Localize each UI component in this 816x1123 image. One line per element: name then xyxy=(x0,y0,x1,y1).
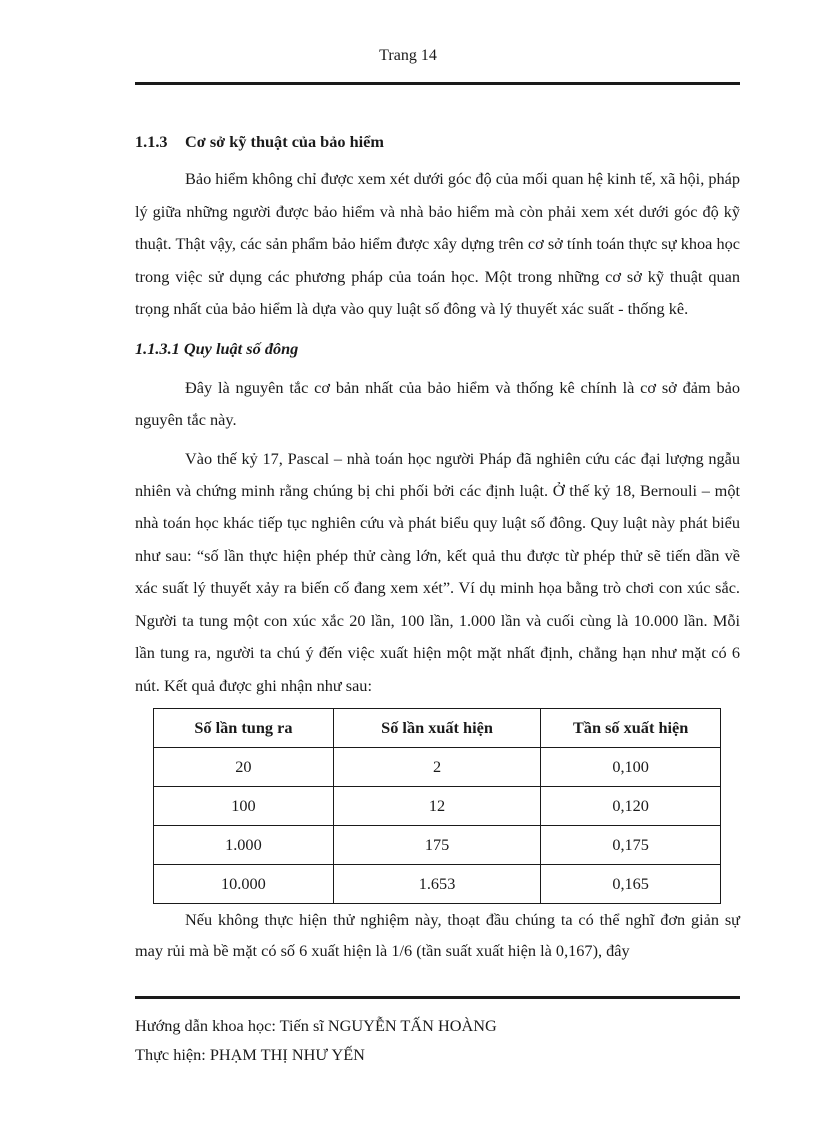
table-header-cell: Số lần tung ra xyxy=(154,708,334,747)
section-heading xyxy=(135,126,740,158)
document-body xyxy=(135,126,740,972)
footer-rule xyxy=(135,996,740,999)
table-cell: 0,100 xyxy=(541,747,721,786)
dice-results-table xyxy=(153,708,721,904)
footer-advisor: Hướng dẫn khoa học: Tiến sĩ NGUYỄN TẤN HOÀNG xyxy=(135,1016,497,1035)
table-cell: 0,165 xyxy=(541,864,721,903)
table-cell: 12 xyxy=(333,786,540,825)
section-intro-paragraph: Bảo hiểm không chỉ được xem xét dưới góc độ của mối quan hệ kinh tế, xã hội, pháp lý giữa những người được bảo hiểm và nhà bảo hiểm mà còn phải xem xét dưới góc độ kỹ thuật. Thật vậy, các sản phẩm bảo hiểm được xây dựng trên cơ sở tính toán thực sự khoa học trong việc sử dụng các phương pháp của toán học. Một trong những cơ sở kỹ thuật quan trọng nhất của bảo hiểm là dựa vào quy luật số đông và lý thuyết xác suất - thống kê. xyxy=(135,169,740,319)
table-cell: 2 xyxy=(333,747,540,786)
table-cell: 20 xyxy=(154,747,334,786)
table-cell: 1.000 xyxy=(154,825,334,864)
table-row xyxy=(154,786,721,825)
footer-author: Thực hiện: PHẠM THỊ NHƯ YẾN xyxy=(135,1045,365,1064)
table-cell: 10.000 xyxy=(154,864,334,903)
section-title: Cơ sở kỹ thuật của bảo hiểm xyxy=(185,132,384,151)
table-cell: 0,175 xyxy=(541,825,721,864)
page-header: Trang 14 xyxy=(379,47,437,64)
table-header-cell: Tần số xuất hiện xyxy=(541,708,721,747)
table-row xyxy=(154,864,721,903)
table-cell: 175 xyxy=(333,825,540,864)
table-cell: 0,120 xyxy=(541,786,721,825)
table-row xyxy=(154,747,721,786)
subsection-paragraph-3: Nếu không thực hiện thử nghiệm này, thoạt đầu chúng ta có thể nghĩ đơn giản sự may rủi mà bề mặt có số 6 xuất hiện là 1/6 (tần suất xuất hiện là 0,167), đây xyxy=(135,909,740,960)
header-rule xyxy=(135,82,740,85)
subsection-paragraph-1: Đây là nguyên tắc cơ bản nhất của bảo hiểm và thống kê chính là cơ sở đảm bảo nguyên tắc này. xyxy=(135,377,740,430)
section-number: 1.1.3 xyxy=(135,132,168,151)
table-cell: 100 xyxy=(154,786,334,825)
table-header-cell: Số lần xuất hiện xyxy=(333,708,540,747)
page-footer xyxy=(135,1011,740,1069)
subsection-paragraph-2: Vào thế kỷ 17, Pascal – nhà toán học người Pháp đã nghiên cứu các đại lượng ngẫu nhiên và chứng minh rằng chúng bị chi phối bởi các định luật. Ở thế kỷ 18, Bernouli – một nhà toán học khác tiếp tục nghiên cứu và phát biểu quy luật số đông. Quy luật này phát biểu như sau: “số lần thực hiện phép thử càng lớn, kết quả thu được từ phép thử sẽ tiến dần về xác suất lý thuyết xảy ra biến cố đang xem xét”. Ví dụ minh họa bằng trò chơi con xúc sắc. Người ta tung một con xúc xắc 20 lần, 100 lần, 1.000 lần và cuối cùng là 10.000 lần. Mỗi lần tung ra, người ta chú ý đến việc xuất hiện một mặt nhất định, chẳng hạn như mặt có 6 nút. Kết quả được ghi nhận như sau: xyxy=(135,448,740,695)
table-header-row xyxy=(154,708,721,747)
table-cell: 1.653 xyxy=(333,864,540,903)
table-row xyxy=(154,825,721,864)
subsection-heading: 1.1.3.1 Quy luật số đông xyxy=(135,339,299,359)
